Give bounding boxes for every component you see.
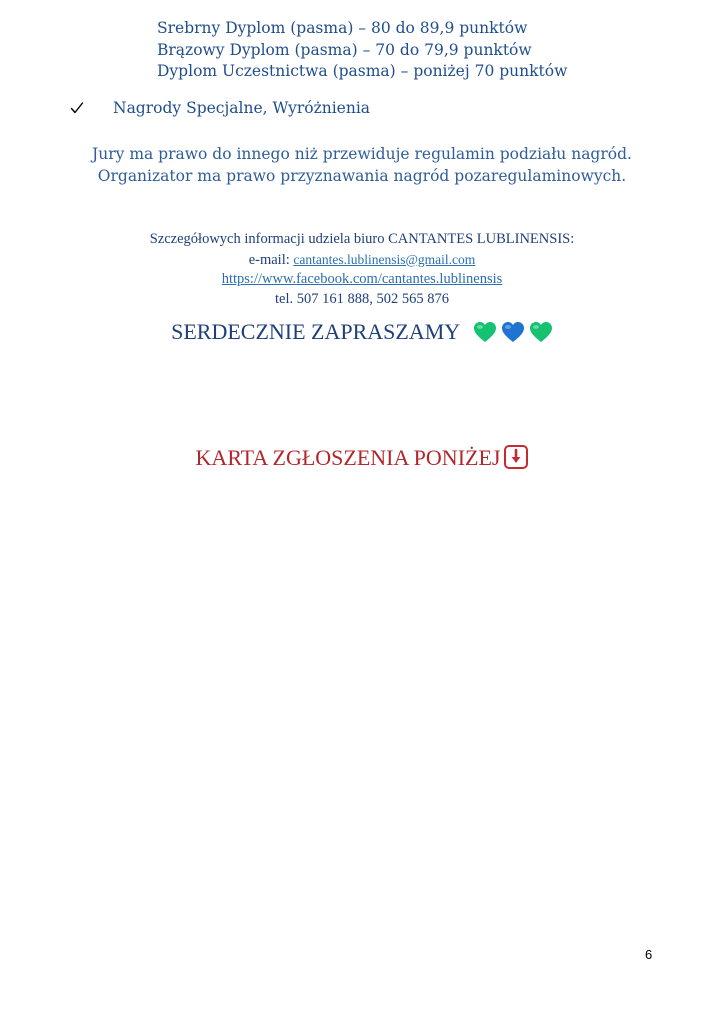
- application-form-heading: [0, 443, 724, 473]
- invitation-heading: [0, 318, 724, 346]
- green-heart-icon: [529, 321, 553, 343]
- jury-note: [0, 143, 724, 187]
- participation-diploma-line: Dyplom Uczestnictwa (pasma) – poniżej 70 punktów: [157, 62, 568, 80]
- blue-heart-icon: [501, 321, 525, 343]
- facebook-row: [0, 270, 724, 290]
- diploma-list: [157, 18, 567, 83]
- bronze-diploma-line: Brązowy Dyplom (pasma) – 70 do 79,9 punktów: [157, 40, 532, 59]
- checkmark-icon: [70, 101, 84, 115]
- facebook-link[interactable]: https://www.facebook.com/cantantes.lublinensis: [221, 271, 503, 287]
- special-awards-label: Nagrody Specjalne, Wyróżnienia: [113, 99, 371, 117]
- invitation-text: SERDECZNIE ZAPRASZAMY: [171, 319, 460, 344]
- jury-note-line: Jury ma prawo do innego niż przewiduje regulamin podziału nagród.: [92, 145, 632, 163]
- email-link[interactable]: cantantes.lublinensis@gmail.com: [293, 251, 476, 267]
- contact-info: [0, 230, 724, 309]
- application-form-text: KARTA ZGŁOSZENIA PONIŻEJ: [195, 445, 501, 470]
- page-number: 6: [645, 947, 653, 962]
- organizer-note-line: Organizator ma prawo przyznawania nagród pozaregulaminowych.: [97, 167, 627, 185]
- contact-intro: Szczegółowych informacji udziela biuro CANTANTES LUBLINENSIS:: [149, 231, 575, 247]
- silver-diploma-line: Srebrny Dyplom (pasma) – 80 do 89,9 punktów: [157, 19, 528, 37]
- green-heart-icon: [473, 321, 497, 343]
- special-awards-item: [70, 99, 370, 117]
- phone-line: tel. 507 161 888, 502 565 876: [275, 290, 449, 307]
- email-label: e-mail:: [248, 251, 294, 268]
- email-row: [0, 250, 724, 271]
- down-arrow-icon: [504, 445, 528, 469]
